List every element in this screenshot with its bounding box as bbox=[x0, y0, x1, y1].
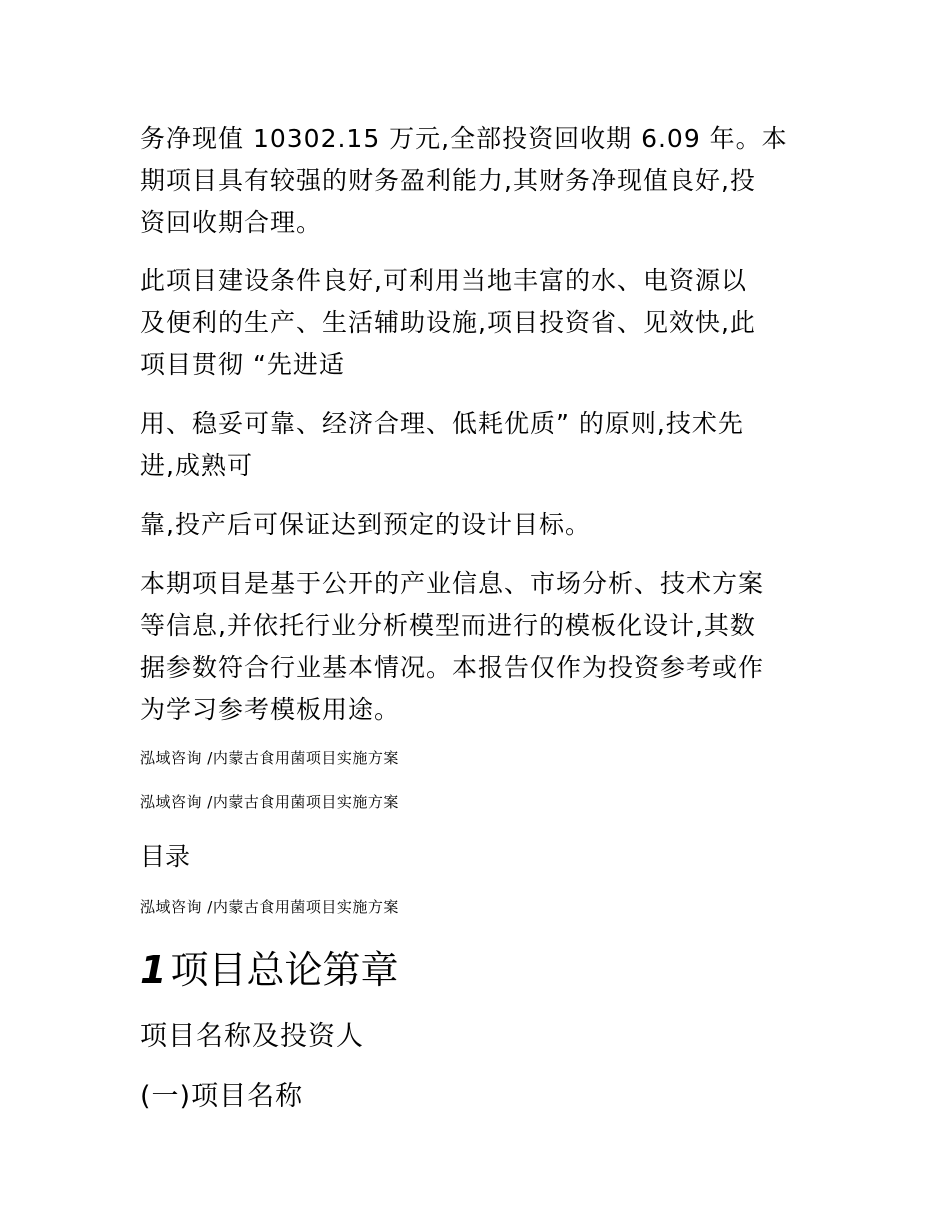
subsection-heading: (一)项目名称 bbox=[140, 1081, 304, 1112]
text-line: 据参数符合行业基本情况。本报告仅作为投资参考或作 bbox=[140, 653, 765, 682]
running-header: 泓域咨询 /内蒙古食用菌项目实施方案 bbox=[140, 749, 399, 767]
running-header: 泓域咨询 /内蒙古食用菌项目实施方案 bbox=[140, 793, 399, 811]
paragraph-principles bbox=[140, 403, 820, 487]
paragraph-construction-conditions bbox=[140, 260, 820, 386]
paragraph-financial-summary bbox=[140, 118, 820, 244]
text-line: 等信息,并依托行业分析模型而进行的模板化设计,其数 bbox=[140, 611, 756, 640]
text-line: 为学习参考模板用途。 bbox=[140, 695, 401, 724]
text-line: 进,成熟可 bbox=[140, 451, 253, 480]
chapter-title: 项目总论第章 bbox=[170, 948, 399, 992]
section-heading: 项目名称及投资人 bbox=[140, 1021, 364, 1052]
chapter-heading bbox=[140, 945, 398, 995]
toc-title: 目录 bbox=[140, 842, 191, 871]
chapter-number: 1 bbox=[140, 948, 167, 992]
running-header: 泓域咨询 /内蒙古食用菌项目实施方案 bbox=[140, 898, 399, 916]
text-line: 用、稳妥可靠、经济合理、低耗优质” 的原则,技术先 bbox=[140, 409, 744, 438]
paragraph-disclaimer bbox=[140, 563, 820, 731]
text-line: 期项目具有较强的财务盈利能力,其财务净现值良好,投 bbox=[140, 166, 756, 195]
paragraph-design-target bbox=[140, 504, 820, 546]
text-line: 务净现值 10302.15 万元,全部投资回收期 6.09 年。本 bbox=[140, 124, 788, 153]
text-line: 项目贯彻 “先进适 bbox=[140, 350, 345, 379]
text-line: 本期项目是基于公开的产业信息、市场分析、技术方案 bbox=[140, 569, 765, 598]
text-line: 及便利的生产、生活辅助设施,项目投资省、见效快,此 bbox=[140, 308, 756, 337]
text-line: 资回收期合理。 bbox=[140, 208, 323, 237]
text-line: 此项目建设条件良好,可利用当地丰富的水、电资源以 bbox=[140, 266, 747, 295]
text-line: 靠,投产后可保证达到预定的设计目标。 bbox=[140, 510, 591, 539]
